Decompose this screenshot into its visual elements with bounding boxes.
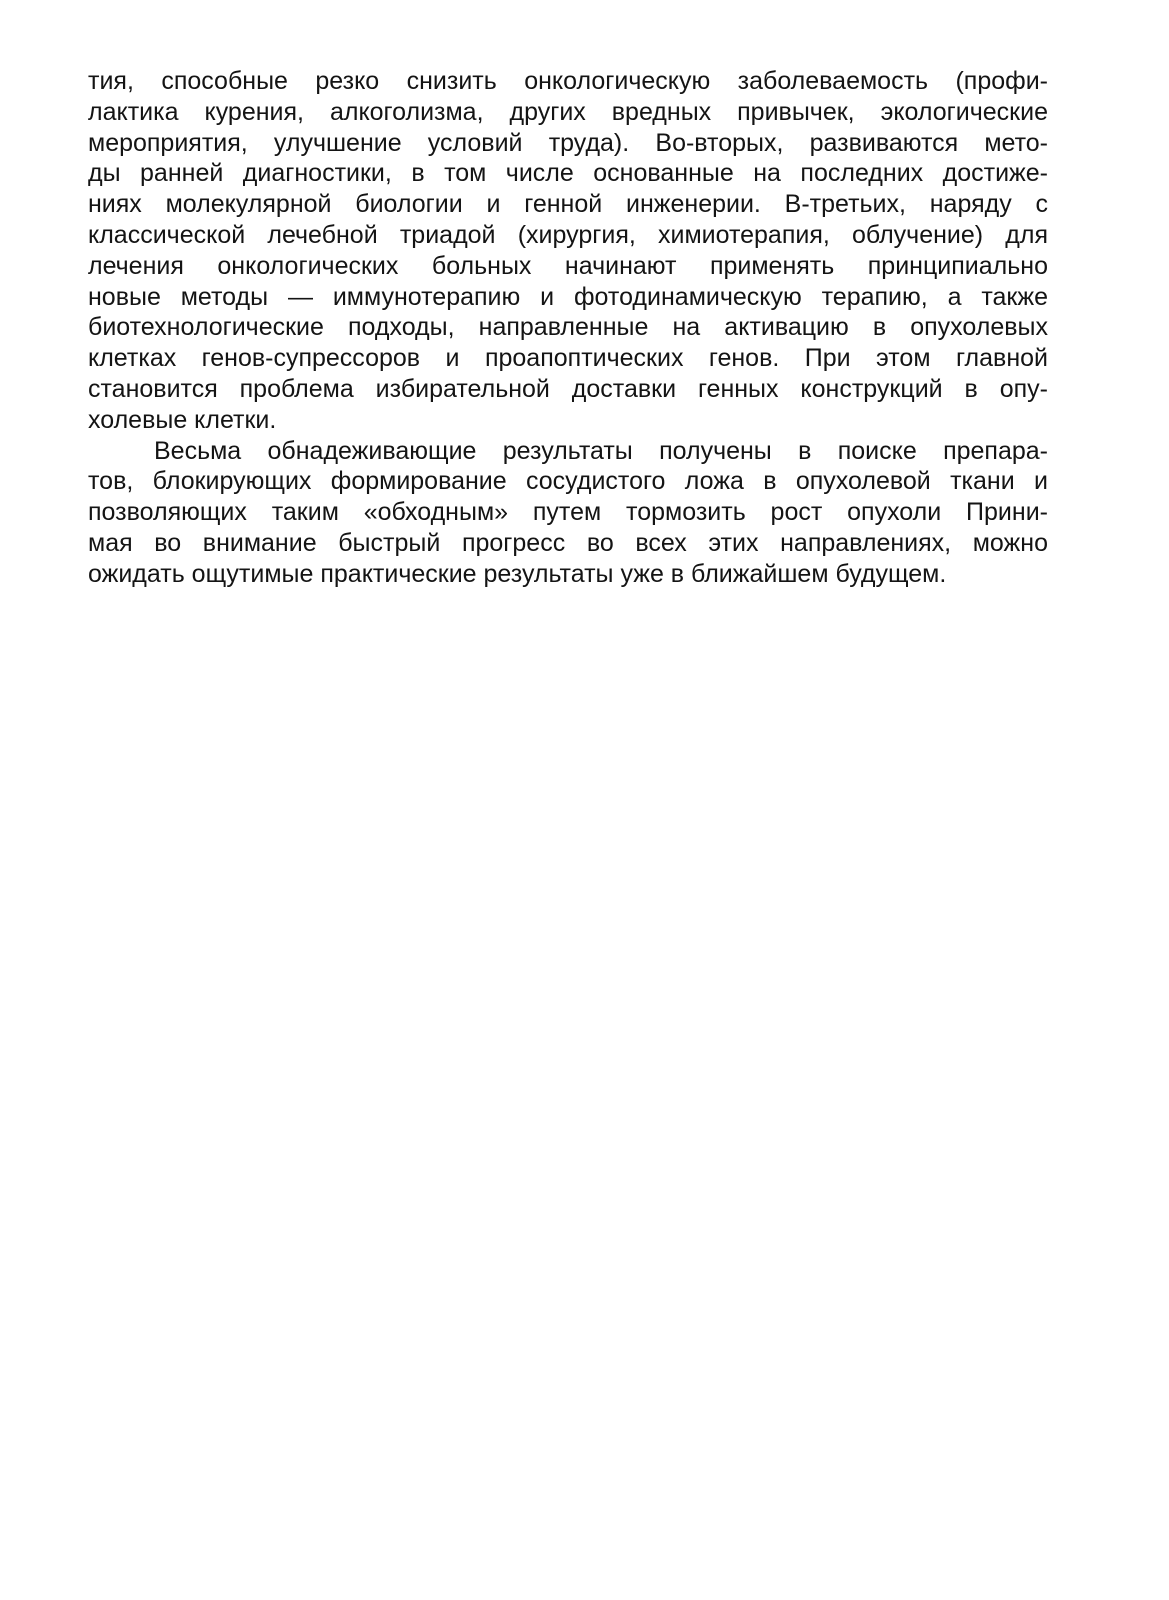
text-line: мероприятия, улучшение условий труда). Во-вторых, развиваются мето-	[88, 128, 1048, 157]
text-line: тов, блокирующих формирование сосудистого ложа в опухолевой ткани и	[88, 467, 1048, 496]
text-line: лечения онкологических больных начинают применять принципиально	[88, 251, 1048, 280]
text-line: лактика курения, алкоголизма, других вредных привычек, экологические	[88, 97, 1048, 126]
text-line: биотехнологические подходы, направленные на активацию в опухолевых	[88, 313, 1048, 342]
text-line: клетках генов-супрессоров и проапоптических генов. При этом главной	[88, 344, 1048, 373]
paragraph-2	[88, 436, 1048, 590]
text-line: ожидать ощутимые практические результаты уже в ближайшем будущем.	[88, 559, 947, 588]
text-line: позволяющих таким «обходным» путем тормозить рост опухоли Прини-	[88, 498, 1048, 527]
text-line: становится проблема избирательной доставки генных конструкций в опу-	[88, 374, 1048, 403]
document-page	[88, 66, 1048, 590]
text-line: ниях молекулярной биологии и генной инженерии. В-третьих, наряду с	[88, 190, 1048, 219]
text-line: Весьма обнадеживающие результаты получены в поиске препара-	[154, 436, 1048, 465]
text-line: классической лечебной триадой (хирургия, химиотерапия, облучение) для	[88, 220, 1048, 249]
text-line: холевые клетки.	[88, 405, 277, 434]
text-line: мая во внимание быстрый прогресс во всех этих направлениях, можно	[88, 528, 1048, 557]
text-line: тия, способные резко снизить онкологическую заболеваемость (профи-	[88, 67, 1048, 95]
paragraph-1	[88, 66, 1048, 436]
text-line: новые методы — иммунотерапию и фотодинамическую терапию, а также	[88, 282, 1048, 311]
text-line: ды ранней диагностики, в том числе основанные на последних достиже-	[88, 159, 1048, 188]
